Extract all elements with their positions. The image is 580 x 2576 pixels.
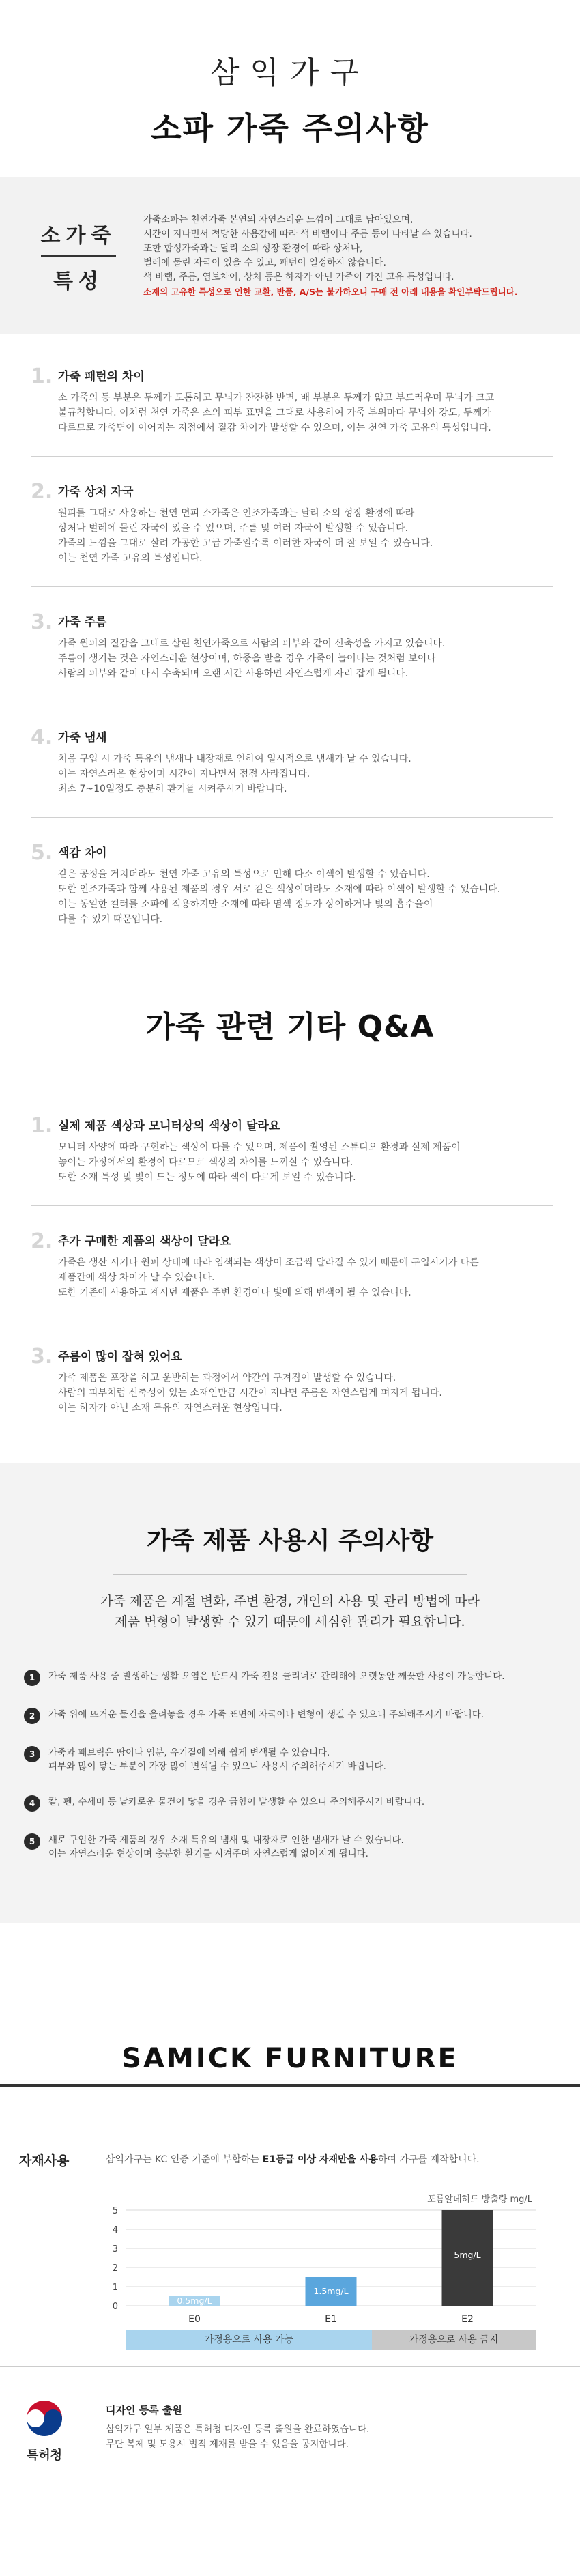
y-tick-label: 3 (112, 2244, 118, 2255)
care-section (0, 1463, 580, 1923)
care-item (24, 1708, 556, 1724)
care-intro-line: 가죽 제품은 계절 변화, 주변 환경, 개인의 사용 및 관리 방법에 따라 (100, 1594, 480, 1609)
patent-section (0, 2367, 580, 2487)
usage-allowed-band: 가정용으로 사용 가능 (126, 2330, 372, 2350)
brand-name: 삼익가구 (209, 55, 370, 90)
y-tick-label: 2 (112, 2263, 118, 2274)
item-body (58, 752, 553, 797)
patent-line: 무단 복제 및 도용시 법적 제재를 받을 수 있음을 공지합니다. (106, 2439, 349, 2450)
item-line: 불규칙합니다. 이처럼 천연 가죽은 소의 피부 표면을 그대로 사용하여 가죽 부위마다 무늬와 강도, 두께가 (58, 407, 491, 418)
item-number: 2. (31, 1229, 53, 1253)
chart-unit-label: 포름알데히드 방출량 mg/L (427, 2194, 532, 2205)
item-line: 이는 하자가 아닌 소재 특유의 자연스러운 현상입니다. (58, 1403, 282, 1414)
item-line: 이는 천연 가죽 고유의 특성입니다. (58, 553, 203, 564)
care-text (48, 1746, 386, 1773)
divider (113, 1574, 467, 1575)
page-title: 소파 가죽 주의사항 (151, 110, 429, 147)
y-tick-label: 4 (112, 2225, 118, 2235)
item-line: 다르므로 가죽면이 이어지는 지점에서 질감 차이가 발생할 수 있으며, 이는 천연 가죽 고유의 특성입니다. (58, 423, 491, 433)
item-line: 또한 기존에 사용하고 계시던 제품은 주변 환경이나 빛에 의해 변색이 될 수 있습니다. (58, 1287, 411, 1298)
qa-answer (58, 1255, 553, 1300)
y-tick-label: 0 (112, 2302, 118, 2312)
item-number: 3. (31, 1345, 53, 1369)
care-text (48, 1708, 484, 1721)
qa-list (0, 1114, 580, 1463)
x-tick-label: E0 (188, 2314, 201, 2325)
patent-logo-label: 특허청 (26, 2448, 63, 2463)
item-line: 처음 구입 시 가죽 특유의 냄새나 내장재로 인하여 일시적으로 냄새가 날 수 있습니다. (58, 754, 411, 764)
item-number: 4. (31, 726, 53, 749)
item-body (58, 636, 553, 681)
item-title: 색감 차이 (58, 846, 107, 860)
data-label: 5mg/L (454, 2250, 481, 2260)
item-number: 5. (31, 841, 53, 865)
material-desc-prefix: 삼익가구는 KC 인증 기준에 부합하는 (106, 2154, 263, 2165)
care-number-badge: 2 (24, 1708, 40, 1724)
care-text (48, 1833, 404, 1861)
item-line: 제품간에 색상 차이가 날 수 있습니다. (58, 1272, 215, 1283)
item-line: 주름이 생기는 것은 자연스러운 현상이며, 하중을 받을 경우 가죽이 늘어나는 것처럼 보이나 (58, 653, 436, 664)
item-line: 같은 공정을 거치더라도 천연 가죽 고유의 특성으로 인해 다소 이색이 발생할 수 있습니다. (58, 869, 430, 880)
item-line: 다를 수 있기 때문입니다. (58, 914, 163, 925)
care-item (24, 1670, 556, 1686)
x-tick-label: E2 (461, 2314, 474, 2325)
patent-logo (20, 2398, 68, 2463)
qa-answer (58, 1371, 553, 1416)
qa-item (31, 1114, 553, 1185)
care-line: 이는 자연스러운 현상이며 충분한 환기를 시켜주며 자연스럽게 없어지게 됩니다. (48, 1848, 368, 1859)
material-label: 자재사용 (19, 2153, 70, 2169)
care-list (24, 1670, 556, 1861)
item-line: 또한 인조가죽과 함께 사용된 제품의 경우 서로 같은 색상이더라도 소재에 따라 이색이 발생할 수 있습니다. (58, 884, 501, 895)
item-line: 가죽은 생산 시기나 원피 상태에 따라 염색되는 색상이 조금씩 달라질 수 있기 때문에 구입시기가 다른 (58, 1257, 479, 1268)
item-line: 모니터 사양에 따라 구현하는 색상이 다를 수 있으며, 제품이 촬영된 스튜디오 환경과 실제 제품이 (58, 1142, 461, 1153)
data-label: 0.5mg/L (177, 2295, 212, 2306)
x-tick-label: E1 (325, 2314, 337, 2325)
item-line: 이는 동일한 컬러를 소파에 적용하지만 소재에 따라 염색 정도가 상이하거나 빛의 흡수율이 (58, 899, 433, 910)
divider (31, 586, 553, 587)
item-line: 소 가죽의 등 부분은 두께가 도톰하고 무늬가 잔잔한 반면, 배 부분은 두께가 얇고 부드러우며 무늬가 크고 (58, 392, 495, 403)
care-line: 가죽 제품 사용 중 발생하는 생활 오염은 반드시 가죽 전용 클리너로 관리해야 오랫동안 깨끗한 사용이 가능합니다. (48, 1671, 505, 1682)
care-line: 피부와 많이 닿는 부분이 가장 많이 변색될 수 있으니 사용시 주의해주시기 바랍니다. (48, 1761, 386, 1772)
leather-characteristics (0, 177, 580, 334)
leather-notes-list (0, 334, 580, 927)
patent-body (106, 2422, 369, 2452)
leather-label-line2: 특성 (53, 269, 104, 294)
care-number-badge: 3 (24, 1746, 40, 1762)
care-text (48, 1670, 505, 1683)
care-title: 가죽 제품 사용시 주의사항 (146, 1527, 434, 1555)
care-item (24, 1833, 556, 1861)
item-line: 가죽의 느낌을 그대로 살려 가공한 고급 가죽일수록 이러한 자국이 더 잘 보일 수 있습니다. (58, 538, 433, 549)
list-item (31, 726, 553, 797)
formaldehyde-chart (0, 2132, 580, 2336)
divider (31, 456, 553, 457)
item-line: 사람의 피부와 같이 다시 수축되며 오랜 시간 사용하면 자연스럽게 자리 잡게 됩니다. (58, 668, 409, 679)
item-number: 1. (31, 364, 53, 388)
care-number-badge: 4 (24, 1795, 40, 1812)
care-line: 가죽과 패브릭은 땀이나 염분, 유기질에 의해 쉽게 변색될 수 있습니다. (48, 1747, 330, 1758)
care-intro-line: 제품 변형이 발생할 수 있기 때문에 세심한 관리가 필요합니다. (115, 1614, 465, 1629)
divider (0, 2084, 580, 2087)
care-number-badge: 1 (24, 1670, 40, 1686)
item-body (58, 867, 553, 927)
qa-question: 추가 구매한 제품의 색상이 달라요 (58, 1235, 231, 1248)
leather-line: 또한 합성가죽과는 달리 소의 성장 환경에 따라 상처나, (143, 243, 363, 254)
care-text (48, 1795, 424, 1809)
leather-label-line1: 소가죽 (41, 218, 117, 257)
header (0, 0, 580, 177)
item-title: 가죽 주름 (58, 616, 107, 629)
list-item (31, 364, 553, 435)
qa-question: 주름이 많이 잡혀 있어요 (58, 1350, 182, 1364)
y-tick-label: 1 (112, 2282, 118, 2293)
item-number: 2. (31, 480, 53, 504)
item-line: 가죽 원피의 질감을 그대로 살린 천연가죽으로 사람의 피부와 같이 신축성을 가지고 있습니다. (58, 638, 446, 649)
care-item (24, 1746, 556, 1773)
leather-warning: 소재의 고유한 특성으로 인한 교환, 반품, A/S는 불가하오니 구매 전 아래 내용을 확인부탁드립니다. (143, 287, 518, 297)
list-item (31, 841, 553, 927)
item-title: 가죽 냄새 (58, 731, 107, 745)
item-title: 가죽 패턴의 차이 (58, 370, 145, 384)
care-line: 가죽 위에 뜨거운 물건을 올려놓을 경우 가죽 표면에 자국이나 변형이 생길 수 있으니 주의해주시기 바랍니다. (48, 1709, 484, 1720)
leather-description (143, 213, 566, 299)
item-number: 3. (31, 610, 53, 634)
qa-heading: 가죽 관련 기타 Q&A (145, 1010, 435, 1044)
item-line: 사람의 피부처럼 신축성이 있는 소재인만큼 시간이 지나면 주름은 자연스럽게 펴지게 됩니다. (58, 1388, 442, 1399)
qa-question: 실제 제품 색상과 모니터상의 색상이 달라요 (58, 1119, 280, 1133)
leather-line: 가죽소파는 천연가죽 본연의 자연스러운 느낌이 그대로 남아있으며, (143, 214, 414, 225)
list-item (31, 610, 553, 681)
qa-item (31, 1345, 553, 1416)
care-number-badge: 5 (24, 1833, 40, 1850)
footer-brand-name: SAMICK FURNITURE (121, 2043, 459, 2074)
qa-item (31, 1229, 553, 1300)
usage-forbidden-band: 가정용으로 사용 금지 (372, 2330, 536, 2350)
leather-line: 시간이 지나면서 적당한 사용감에 따라 색 바램이나 주름 등이 나타날 수 있습니다. (143, 229, 472, 240)
leather-label (27, 218, 130, 294)
kipo-emblem-icon (24, 2398, 65, 2439)
care-item (24, 1795, 556, 1812)
material-desc-bold: E1등급 이상 자재만을 사용 (262, 2154, 378, 2165)
item-line: 원피를 그대로 사용하는 천연 면피 소가죽은 인조가죽과는 달리 소의 성장 환경에 따라 (58, 508, 415, 519)
list-item (31, 480, 553, 566)
item-line: 상처나 벌레에 물린 자국이 있을 수 있으며, 주름 및 여러 자국이 발생할 수 있습니다. (58, 523, 409, 534)
item-body (58, 506, 553, 566)
leather-line: 벌레에 물린 자국이 있을 수 있고, 패턴이 일정하지 않습니다. (143, 257, 386, 268)
item-line: 최소 7~10일정도 충분히 환기를 시켜주시기 바랍니다. (58, 784, 287, 795)
item-line: 이는 자연스러운 현상이며 시간이 지나면서 점점 사라집니다. (58, 769, 310, 779)
item-line: 놓이는 가정에서의 환경이 다르므로 색상의 차이를 느끼실 수 있습니다. (58, 1157, 353, 1168)
item-title: 가죽 상처 자국 (58, 485, 134, 499)
qa-answer (58, 1140, 553, 1185)
item-number: 1. (31, 1114, 53, 1138)
item-body (58, 390, 553, 435)
divider (31, 1205, 553, 1206)
footer-brand (0, 1923, 580, 2132)
leather-line: 색 바램, 주름, 염보차이, 상처 등은 하자가 아닌 가죽이 가진 고유 특성입니다. (143, 272, 454, 283)
care-line: 새로 구입한 가죽 제품의 경우 소재 특유의 냄새 및 내장재로 인한 냄새가 날 수 있습니다. (48, 1835, 404, 1846)
item-line: 또한 소재 특성 및 빛이 드는 정도에 따라 색이 다르게 보일 수 있습니다. (58, 1172, 356, 1183)
care-intro (24, 1591, 556, 1632)
divider (31, 817, 553, 818)
care-line: 칼, 펜, 수세미 등 날카로운 물건이 닿을 경우 긁힘이 발생할 수 있으니 주의해주시기 바랍니다. (48, 1797, 425, 1807)
data-label: 1.5mg/L (313, 2286, 349, 2296)
material-desc-suffix: 하여 가구를 제작합니다. (377, 2154, 480, 2165)
patent-title: 디자인 등록 출원 (106, 2404, 182, 2416)
material-usage (0, 2132, 580, 2367)
patent-line: 삼익가구 일부 제품은 특허청 디자인 등록 출원을 완료하였습니다. (106, 2424, 370, 2435)
item-line: 가죽 제품은 포장을 하고 운반하는 과정에서 약간의 구겨짐이 발생할 수 있습니다. (58, 1373, 396, 1384)
y-tick-label: 5 (112, 2206, 118, 2216)
